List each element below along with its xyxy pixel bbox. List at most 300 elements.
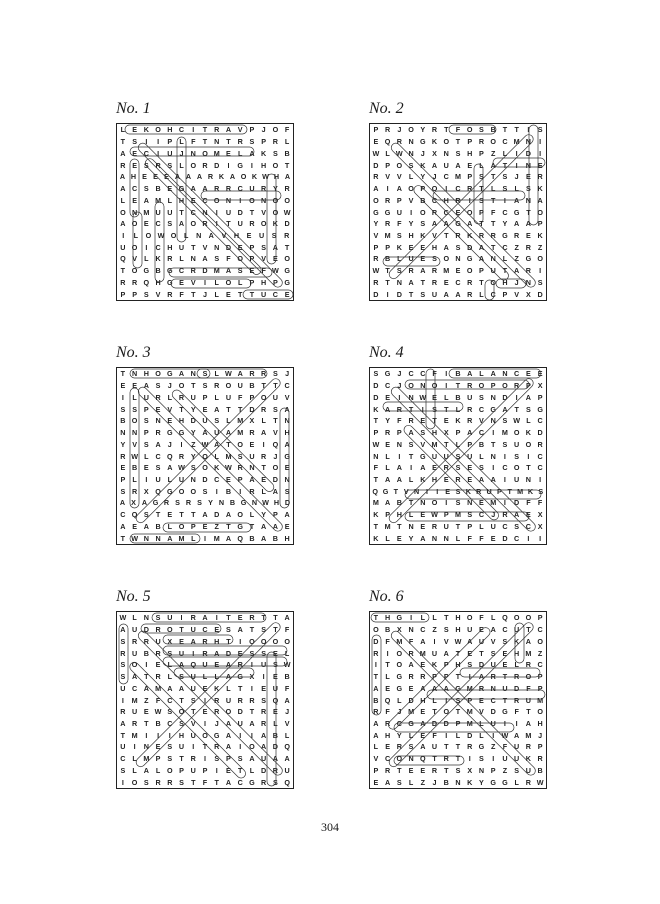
grid-letter: P	[537, 683, 543, 693]
grid-letter: I	[503, 718, 506, 728]
grid-letter: D	[467, 730, 473, 740]
grid-letter: O	[396, 754, 403, 764]
grid-letter: A	[384, 404, 391, 414]
grid-letter: C	[284, 381, 290, 391]
grid-letter: D	[284, 219, 290, 229]
grid-letter: E	[202, 521, 208, 531]
grid-letter: I	[527, 125, 530, 135]
grid-letter: S	[167, 754, 173, 764]
grid-letter: S	[479, 125, 484, 135]
grid-letter: B	[155, 718, 161, 728]
grid-letter: T	[202, 742, 208, 752]
grid-letter: A	[443, 289, 449, 299]
grid-letter: R	[525, 660, 531, 670]
grid-letter: L	[385, 463, 390, 473]
grid-row	[117, 474, 293, 485]
grid-letter: I	[445, 498, 448, 508]
grid-letter: U	[237, 718, 243, 728]
grid-letter: O	[537, 636, 543, 646]
grid-letter: Y	[261, 510, 267, 520]
grid-letter: L	[397, 695, 402, 705]
grid-letter: C	[272, 289, 278, 299]
grid-letter: F	[526, 498, 531, 508]
grid-letter: A	[284, 510, 290, 520]
grid-letter: W	[225, 463, 232, 473]
grid-letter: I	[239, 730, 242, 740]
grid-letter: T	[444, 613, 449, 623]
grid-letter: W	[262, 498, 269, 508]
grid-letter: E	[525, 230, 531, 240]
grid-row	[117, 183, 293, 194]
grid-letter: A	[525, 636, 531, 646]
grid-letter: E	[525, 369, 531, 379]
grid-letter: A	[202, 613, 208, 623]
grid-letter: P	[467, 137, 473, 147]
grid-letter: A	[178, 219, 185, 229]
grid-letter: Q	[284, 742, 290, 752]
grid-row	[117, 462, 293, 473]
grid-letter: E	[202, 683, 208, 693]
grid-letter: D	[202, 474, 208, 484]
grid-letter: D	[272, 474, 278, 484]
grid-letter: T	[455, 521, 461, 531]
grid-letter: B	[420, 195, 426, 205]
grid-letter: A	[178, 660, 185, 670]
grid-letter: Y	[420, 172, 426, 182]
grid-letter: A	[384, 777, 391, 787]
grid-letter: A	[225, 125, 232, 135]
grid-letter: M	[517, 486, 524, 496]
grid-row	[370, 695, 546, 706]
grid-row	[370, 612, 546, 623]
grid-row	[117, 648, 293, 659]
grid-letter: E	[246, 230, 252, 240]
grid-letter: A	[373, 730, 379, 740]
grid-letter: O	[408, 381, 414, 391]
grid-row	[370, 415, 546, 426]
grid-letter: L	[132, 754, 137, 764]
grid-row	[370, 659, 546, 670]
grid-letter: R	[514, 672, 520, 682]
grid-letter: E	[272, 648, 278, 658]
grid-letter: Q	[167, 451, 173, 461]
grid-letter: U	[431, 742, 438, 752]
grid-letter: A	[525, 219, 531, 229]
grid-letter: U	[237, 381, 243, 391]
grid-letter: T	[261, 463, 266, 473]
grid-letter: B	[131, 463, 138, 473]
grid-letter: N	[143, 533, 149, 543]
grid-letter: R	[525, 266, 531, 276]
grid-letter: H	[167, 242, 173, 252]
grid-letter: P	[497, 486, 502, 496]
grid-letter: R	[225, 184, 232, 194]
grid-letter: R	[431, 125, 438, 135]
grid-letter: O	[396, 660, 403, 670]
grid-letter: A	[261, 730, 267, 740]
grid-letter: Q	[131, 510, 138, 520]
grid-letter: A	[272, 486, 278, 496]
grid-row	[117, 124, 293, 135]
grid-letter: U	[131, 625, 138, 635]
grid-letter: A	[443, 242, 449, 252]
grid-letter: A	[467, 219, 473, 229]
grid-letter: I	[421, 404, 424, 414]
grid-letter: T	[444, 765, 449, 775]
grid-letter: U	[261, 289, 267, 299]
grid-letter: I	[204, 695, 206, 705]
grid-letter: O	[131, 777, 138, 787]
grid-letter: C	[120, 754, 126, 764]
grid-letter: F	[179, 289, 184, 299]
grid-letter: Z	[144, 695, 149, 705]
grid-letter: A	[143, 521, 149, 531]
grid-letter: I	[445, 730, 448, 740]
grid-letter: E	[385, 392, 390, 402]
grid-letter: U	[225, 392, 232, 402]
grid-letter: N	[131, 369, 138, 379]
grid-letter: B	[455, 369, 461, 379]
grid-letter: L	[455, 439, 461, 449]
grid-letter: U	[178, 474, 185, 484]
grid-letter: O	[525, 672, 532, 682]
grid-letter: I	[492, 730, 495, 740]
grid-letter: K	[251, 172, 258, 182]
grid-letter: K	[525, 754, 531, 764]
grid-letter: B	[155, 184, 161, 194]
grid-letter: L	[179, 254, 184, 264]
grid-letter: I	[515, 160, 518, 170]
grid-letter: E	[142, 172, 147, 182]
grid-letter: C	[537, 451, 543, 461]
grid-letter: T	[444, 125, 449, 135]
grid-letter: F	[432, 730, 437, 740]
grid-letter: R	[261, 184, 267, 194]
grid-letter: M	[455, 510, 461, 520]
grid-letter: G	[237, 160, 243, 170]
grid-letter: N	[408, 392, 414, 402]
grid-letter: R	[237, 463, 243, 473]
grid-letter: R	[384, 195, 391, 205]
grid-letter: I	[539, 474, 542, 484]
grid-letter: R	[431, 765, 438, 775]
grid-letter: E	[132, 160, 137, 170]
grid-letter: O	[396, 160, 403, 170]
grid-letter: G	[455, 219, 461, 229]
grid-letter: A	[420, 718, 426, 728]
grid-letter: H	[261, 277, 267, 287]
grid-letter: J	[514, 277, 519, 287]
grid-letter: S	[237, 451, 243, 461]
grid-letter: B	[284, 148, 290, 158]
grid-letter: W	[154, 707, 162, 717]
grid-letter: K	[527, 486, 534, 496]
grid-letter: H	[384, 730, 391, 740]
grid-letter: A	[443, 648, 449, 658]
grid-letter: H	[167, 125, 173, 135]
grid-letter: A	[537, 195, 543, 205]
grid-letter: T	[191, 289, 196, 299]
grid-letter: Y	[502, 219, 508, 229]
grid-letter: R	[214, 742, 220, 752]
grid-letter: N	[202, 207, 208, 217]
grid-letter: R	[214, 707, 220, 717]
grid-letter: C	[537, 660, 543, 670]
grid-letter: A	[202, 254, 208, 264]
grid-letter: U	[202, 660, 208, 670]
grid-letter: M	[131, 730, 138, 740]
grid-letter: C	[455, 277, 461, 287]
grid-letter: I	[503, 195, 506, 205]
grid-letter: T	[432, 707, 437, 717]
grid-letter: I	[204, 754, 206, 764]
grid-letter: O	[272, 207, 279, 217]
grid-letter: E	[284, 289, 290, 299]
grid-letter: V	[385, 172, 390, 182]
grid-row	[117, 195, 293, 206]
grid-letter: O	[249, 195, 255, 205]
grid-letter: J	[285, 707, 290, 717]
grid-letter: R	[214, 184, 220, 194]
grid-letter: X	[249, 672, 255, 682]
grid-letter: J	[167, 439, 172, 449]
grid-letter: T	[237, 289, 243, 299]
grid-letter: T	[455, 672, 461, 682]
grid-letter: N	[408, 148, 414, 158]
grid-letter: E	[214, 625, 220, 635]
grid-letter: A	[249, 148, 255, 158]
grid-letter: L	[444, 392, 449, 402]
grid-row	[370, 741, 546, 752]
grid-letter: M	[213, 266, 220, 276]
grid-letter: A	[120, 184, 126, 194]
grid-letter: S	[432, 404, 437, 414]
grid-letter: A	[141, 498, 148, 508]
grid-row	[117, 695, 293, 706]
grid-letter: L	[502, 148, 508, 158]
grid-letter: A	[119, 498, 126, 508]
grid-letter: M	[178, 533, 185, 543]
grid-letter: U	[486, 486, 492, 496]
grid-letter: T	[284, 160, 290, 170]
grid-letter: E	[143, 463, 149, 473]
grid-letter: T	[249, 207, 255, 217]
grid-letter: S	[214, 754, 220, 764]
grid-row	[370, 253, 546, 264]
grid-letter: P	[479, 207, 484, 217]
grid-letter: R	[155, 625, 161, 635]
grid-row	[117, 777, 293, 788]
grid-letter: E	[143, 707, 149, 717]
grid-letter: D	[373, 160, 379, 170]
grid-letter: S	[272, 404, 278, 414]
grid-letter: N	[408, 137, 414, 147]
grid-letter: A	[431, 219, 438, 229]
grid-letter: J	[261, 125, 266, 135]
grid-letter: T	[444, 230, 449, 240]
grid-letter: U	[237, 219, 243, 229]
grid-letter: M	[490, 498, 497, 508]
grid-letter: D	[514, 498, 520, 508]
grid-letter: S	[167, 219, 173, 229]
grid-letter: A	[408, 277, 414, 287]
grid-row	[117, 521, 293, 532]
grid-letter: M	[131, 695, 138, 705]
grid-letter: S	[167, 160, 173, 170]
grid-letter: Q	[237, 533, 243, 543]
grid-letter: O	[202, 730, 208, 740]
grid-letter: A	[174, 172, 181, 182]
grid-letter: U	[155, 474, 161, 484]
grid-letter: M	[525, 648, 532, 658]
grid-letter: D	[537, 428, 543, 438]
grid-letter: O	[502, 381, 508, 391]
grid-letter: C	[408, 369, 414, 379]
grid-letter: R	[261, 718, 267, 728]
grid-letter: A	[443, 683, 449, 693]
grid-letter: A	[237, 625, 243, 635]
grid-letter: J	[514, 172, 519, 182]
grid-letter: F	[537, 498, 543, 508]
grid-row	[370, 242, 546, 253]
grid-letter: M	[455, 172, 461, 182]
grid-letter: L	[397, 254, 402, 264]
grid-letter: I	[145, 474, 148, 484]
grid-letter: L	[408, 777, 414, 787]
grid-letter: S	[143, 439, 149, 449]
grid-letter: Z	[420, 777, 425, 787]
grid-letter: E	[502, 660, 508, 670]
grid-letter: W	[454, 636, 462, 646]
grid-letter: T	[373, 474, 379, 484]
grid-letter: P	[202, 765, 208, 775]
grid-letter: P	[537, 742, 543, 752]
grid-letter: R	[131, 486, 138, 496]
grid-letter: R	[190, 266, 196, 276]
grid-letter: O	[431, 381, 438, 391]
grid-letter: L	[479, 160, 484, 170]
grid-letter: P	[420, 184, 426, 194]
grid-letter: C	[178, 125, 185, 135]
grid-letter: A	[467, 428, 473, 438]
grid-letter: S	[525, 184, 531, 194]
grid-letter: N	[490, 683, 496, 693]
grid-letter: G	[167, 486, 173, 496]
grid-letter: F	[397, 416, 402, 426]
grid-letter: T	[526, 463, 531, 473]
grid-letter: L	[214, 672, 219, 682]
grid-row	[370, 671, 546, 682]
grid-letter: R	[514, 695, 520, 705]
grid-letter: G	[396, 613, 403, 623]
grid-letter: F	[526, 683, 531, 693]
grid-letter: F	[490, 207, 496, 217]
grid-letter: A	[467, 636, 473, 646]
grid-letter: L	[273, 718, 278, 728]
grid-letter: A	[431, 683, 438, 693]
grid-row	[117, 439, 293, 450]
grid-letter: O	[284, 254, 290, 264]
grid-letter: G	[420, 137, 426, 147]
grid-letter: M	[466, 683, 473, 693]
grid-letter: A	[202, 428, 208, 438]
grid-letter: P	[443, 672, 449, 682]
grid-letter: R	[249, 369, 255, 379]
grid-letter: R	[443, 463, 449, 473]
grid-letter: R	[120, 707, 126, 717]
grid-row	[117, 207, 293, 218]
grid-letter: X	[432, 148, 437, 158]
grid-letter: L	[432, 613, 437, 623]
grid-letter: P	[525, 381, 531, 391]
grid-letter: Y	[408, 219, 414, 229]
grid-letter: C	[502, 207, 508, 217]
grid-letter: A	[514, 510, 520, 520]
grid-letter: Z	[537, 648, 543, 658]
puzzle-title: No. 3	[116, 344, 151, 361]
grid-letter: V	[479, 416, 484, 426]
grid-letter: C	[155, 219, 161, 229]
grid-letter: T	[226, 219, 231, 229]
grid-letter: O	[131, 416, 138, 426]
grid-letter: E	[179, 277, 184, 287]
grid-letter: V	[190, 277, 196, 287]
grid-letter: E	[385, 683, 390, 693]
grid-letter: O	[431, 498, 438, 508]
grid-letter: T	[120, 369, 126, 379]
grid-letter: B	[478, 439, 485, 449]
grid-letter: T	[226, 404, 231, 414]
grid-letter: A	[284, 695, 290, 705]
grid-letter: D	[490, 707, 496, 717]
grid-letter: E	[214, 660, 220, 670]
grid-letter: I	[239, 742, 242, 752]
grid-letter: O	[240, 172, 247, 182]
grid-letter: D	[396, 289, 402, 299]
grid-letter: H	[384, 613, 391, 623]
grid-letter: R	[284, 230, 290, 240]
grid-letter: S	[514, 765, 520, 775]
grid-letter: P	[537, 613, 543, 623]
grid-letter: U	[502, 683, 508, 693]
grid-letter: L	[261, 486, 266, 496]
grid-letter: E	[261, 683, 267, 693]
grid-letter: P	[502, 289, 508, 299]
grid-letter: O	[420, 207, 426, 217]
grid-letter: R	[396, 742, 402, 752]
grid-letter: B	[229, 498, 236, 508]
grid-letter: R	[272, 137, 278, 147]
grid-letter: R	[202, 219, 208, 229]
grid-letter: T	[502, 672, 508, 682]
grid-letter: C	[490, 695, 496, 705]
grid-letter: A	[490, 369, 496, 379]
grid-letter: N	[143, 742, 149, 752]
grid-row	[370, 289, 546, 300]
grid-letter: I	[250, 730, 253, 740]
grid-letter: N	[490, 254, 496, 264]
grid-letter: A	[467, 369, 473, 379]
grid-letter: A	[229, 172, 236, 182]
grid-letter: T	[408, 498, 414, 508]
grid-letter: C	[514, 533, 520, 543]
grid-letter: V	[261, 207, 267, 217]
grid-letter: N	[420, 498, 426, 508]
grid-letter: R	[420, 672, 426, 682]
grid-letter: Q	[420, 754, 426, 764]
grid-letter: R	[373, 254, 379, 264]
grid-letter: E	[420, 660, 426, 670]
